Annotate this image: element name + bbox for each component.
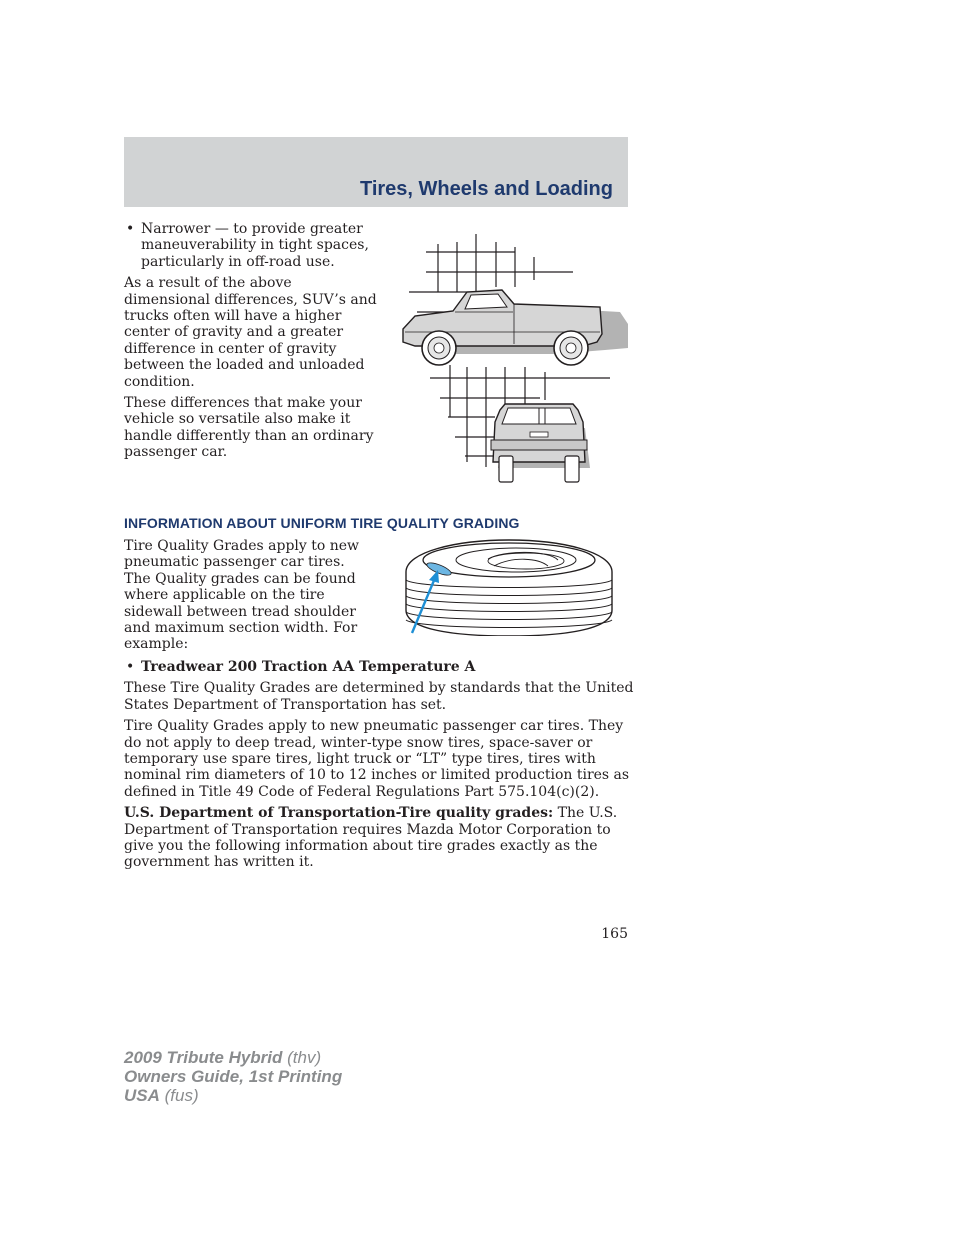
footer-model-code: (thv) <box>282 1048 322 1067</box>
bullet-item-treadwear-example <box>124 659 634 675</box>
paragraph-usdot <box>124 805 634 871</box>
paragraph-not-apply: Tire Quality Grades apply to new pneumatic passenger car tires. They do not apply to deep tread, winter-type snow tires, space-saver or temporary use spare tires, light truck or “LT” type tires, tires with nominal rim diameters of 10 to 12 inches or limited production tires as defined in Title 49 Code of Federal Regulations Part 575.104(c)(2). <box>124 718 630 800</box>
tire-sidewall-illustration <box>398 536 620 636</box>
page-title: Tires, Wheels and Loading <box>359 178 613 200</box>
footer-market-code: (fus) <box>159 1086 199 1105</box>
header-band <box>124 137 628 207</box>
bullet-item-narrower <box>124 221 382 270</box>
footer-model: 2009 Tribute Hybrid <box>124 1048 283 1067</box>
usdot-label: U.S. Department of Transportation-Tire quality grades: <box>124 805 554 822</box>
section-heading: INFORMATION ABOUT UNIFORM TIRE QUALITY GRADING <box>124 515 520 531</box>
paragraph-handling: These differences that make your vehicle so versatile also make it handle differently than an ordinary passenger car. <box>124 395 374 461</box>
page-number: 165 <box>601 926 628 942</box>
footer-printing: Owners Guide, 1st Printing <box>124 1067 343 1086</box>
bullet-dot: • <box>126 221 135 237</box>
usdot-text: The U.S. Department of Transportation requires Mazda Motor Corporation to give you the following information about tire grades exactly as the government has written it. <box>124 805 618 871</box>
footer-print-info <box>124 1048 342 1105</box>
truck-center-of-gravity-illustration <box>395 232 633 488</box>
bullet-text: Treadwear 200 Traction AA Temperature A <box>141 659 476 675</box>
footer-line-1 <box>124 1048 342 1067</box>
footer-line-3 <box>124 1086 342 1105</box>
intro-text <box>124 221 382 461</box>
paragraph-standards: These Tire Quality Grades are determined by standards that the United States Department of Transportation has set. <box>124 680 634 713</box>
section-body <box>124 659 634 871</box>
paragraph-tire-quality: Tire Quality Grades apply to new pneumatic passenger car tires. The Quality grades can be found where applicable on the tire sidewall between tread shoulder and maximum section width. For example: <box>124 538 360 653</box>
bullet-text: Narrower — to provide greater maneuverability in tight spaces, particularly in off-road use. <box>141 221 369 270</box>
paragraph-gravity: As a result of the above dimensional differences, SUV’s and trucks often will have a higher center of gravity and a greater difference in center of gravity between the loaded and unloaded condition. <box>124 275 377 390</box>
footer-line-2 <box>124 1067 342 1086</box>
bullet-dot: • <box>126 659 135 675</box>
footer-market: USA <box>124 1086 160 1105</box>
